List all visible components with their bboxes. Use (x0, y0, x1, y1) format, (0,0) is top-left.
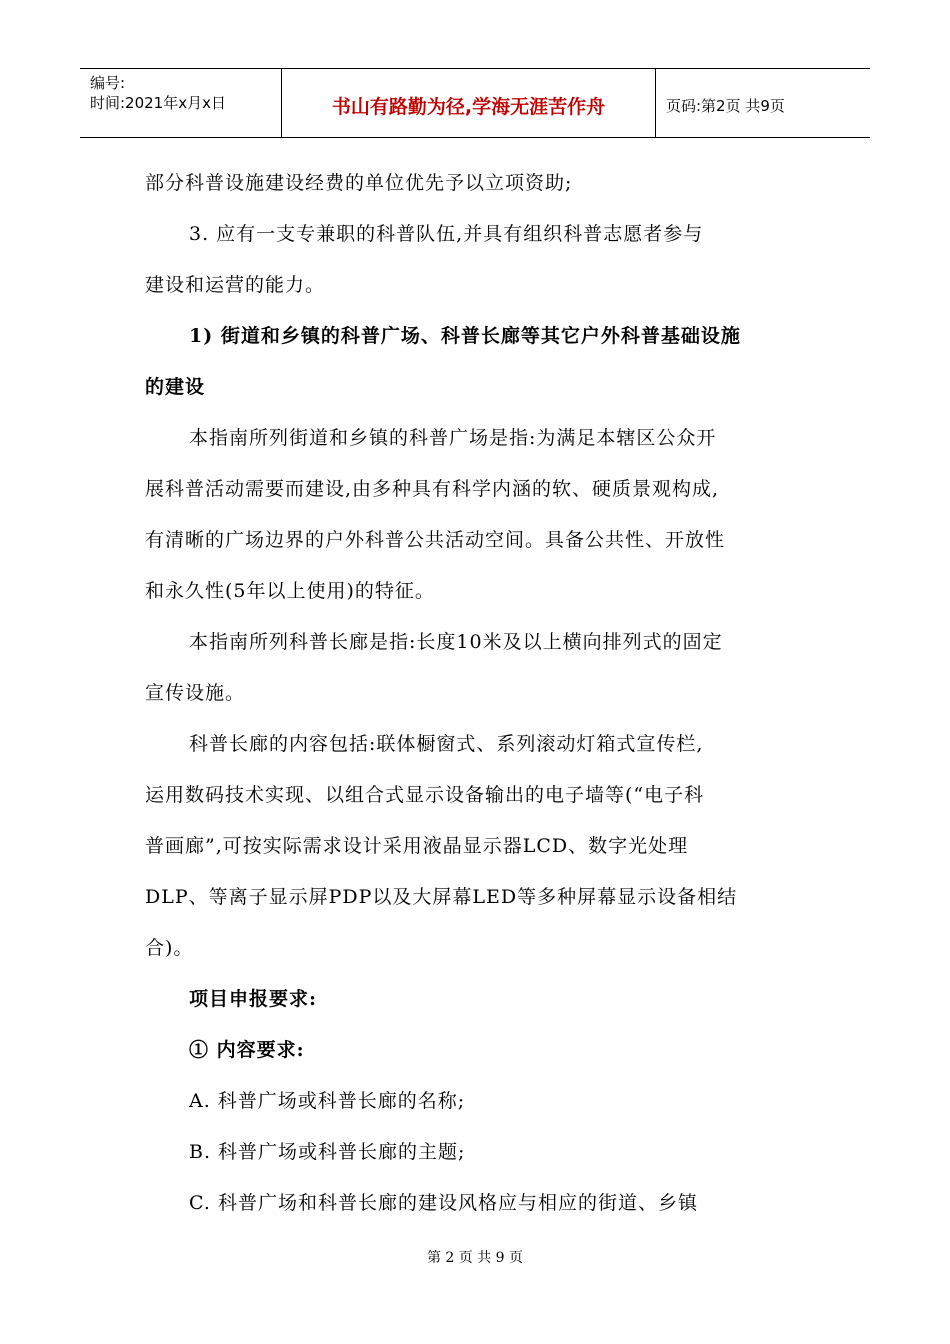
body-line: 科普长廊的内容包括:联体橱窗式、系列滚动灯箱式宣传栏, (189, 733, 704, 755)
list-item: C. 科普广场和科普长廊的建设风格应与相应的街道、乡镇 (189, 1192, 698, 1214)
body-line: 本指南所列科普长廊是指:长度10米及以上横向排列式的固定 (189, 631, 723, 653)
body-line: 普画廊”,可按实际需求设计采用液晶显示器LCD、数字光处理 (145, 835, 689, 857)
body-line: 建设和运营的能力。 (145, 274, 326, 296)
body-line: 3. 应有一支专兼职的科普队伍,并具有组织科普志愿者参与 (189, 223, 704, 245)
subsection-heading: 项目申报要求: (189, 988, 318, 1010)
header-motto: 书山有路勤为径,学海无涯苦作舟 (282, 69, 656, 137)
body-line: 和永久性(5年以上使用)的特征。 (145, 580, 435, 602)
body-line: 运用数码技术实现、以组合式显示设备输出的电子墙等(“电子科 (145, 784, 705, 806)
body-line: 合)。 (145, 937, 194, 959)
section-heading-continued: 的建设 (145, 376, 206, 398)
subsection-heading: ① 内容要求: (189, 1039, 305, 1061)
page-header (80, 68, 870, 138)
document-body (145, 158, 805, 1229)
body-line: 本指南所列街道和乡镇的科普广场是指:为满足本辖区公众开 (189, 427, 717, 449)
body-line: 展科普活动需要而建设,由多种具有科学内涵的软、硬质景观构成, (145, 478, 720, 500)
body-line: 有清晰的广场边界的户外科普公共活动空间。具备公共性、开放性 (145, 529, 726, 551)
header-meta (80, 69, 282, 137)
list-item: A. 科普广场或科普长廊的名称; (189, 1090, 466, 1112)
header-page-info: 页码:第2页 共9页 (666, 96, 785, 115)
document-number-label: 编号: (90, 74, 126, 92)
section-heading: 1) 街道和乡镇的科普广场、科普长廊等其它户外科普基础设施 (189, 325, 741, 347)
list-item: B. 科普广场或科普长廊的主题; (189, 1141, 466, 1163)
page-footer: 第 2 页 共 9 页 (426, 1250, 524, 1266)
body-line: DLP、等离子显示屏PDP以及大屏幕LED等多种屏幕显示设备相结 (145, 886, 738, 908)
body-line: 部分科普设施建设经费的单位优先予以立项资助; (145, 172, 573, 194)
body-line: 宣传设施。 (145, 682, 246, 704)
document-time: 时间:2021年x月x日 (90, 94, 226, 112)
